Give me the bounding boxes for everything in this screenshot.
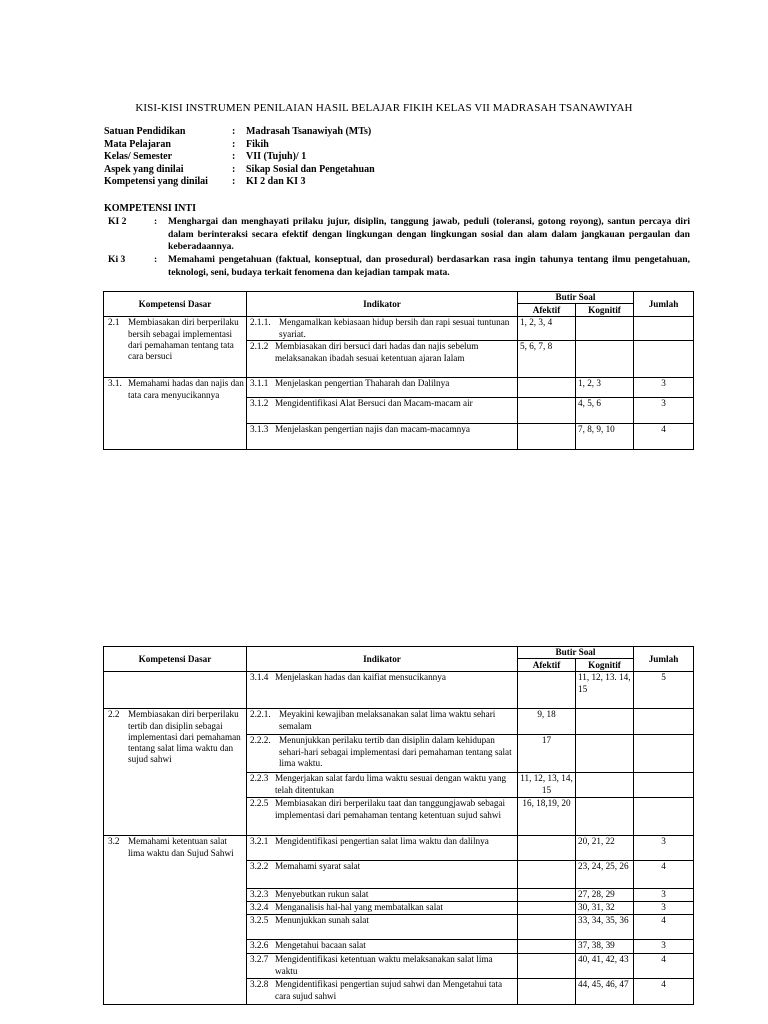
jumlah-cell: 3 <box>634 940 694 954</box>
kognitif-cell <box>576 317 634 341</box>
kognitif-cell: 11, 12, 13. 14, 15 <box>576 672 634 709</box>
info-label: Satuan Pendidikan <box>104 126 186 137</box>
kd-number: 2.2 <box>108 709 120 720</box>
header-kompetensi-dasar: Kompetensi Dasar <box>104 292 247 317</box>
indicator-number: 2.2.5 <box>250 798 269 809</box>
indicator-text: Menjelaskan pengertian Thaharah dan Dalilnya <box>275 378 450 389</box>
ki-colon: : <box>154 216 158 227</box>
kognitif-cell: 33, 34, 35, 36 <box>576 915 634 940</box>
indicator-number: 3.2.7 <box>250 954 269 965</box>
indicator-text: Membiasakan diri berperilaku taat dan tanggungjawab sebagai implementasi dari pemahaman tentang ketentuan sujud sahwi <box>275 798 506 820</box>
afektif-cell <box>518 915 576 940</box>
info-value: VII (Tujuh)/ 1 <box>246 151 307 163</box>
indicator-text: Membiasakan diri bersuci dari hadas dan najis sebelum melaksanakan ibadah sesuai ketentuan ajaran Ialam <box>275 341 479 363</box>
indicator-number: 3.1.2 <box>250 398 269 409</box>
jumlah-cell: 4 <box>634 861 694 889</box>
ki-3-item <box>108 254 690 279</box>
jumlah-cell: 3 <box>634 889 694 902</box>
header-afektif: Afektif <box>518 304 576 317</box>
indicator-cell <box>247 940 518 954</box>
ki-text: Menghargai dan menghayati prilaku jujur, disiplin, tanggung jawab, peduli (toleransi, gotong royong), santun percaya diri dalam berinteraksi secara efektif dengan lingkungan dengan lingkungan sosial dan alam dalam jangkauan pergaulan dan keberadaannya. <box>168 216 690 253</box>
indicator-number: 3.2.2 <box>250 861 269 872</box>
indicator-number: 3.1.4 <box>250 672 269 683</box>
afektif-cell: 9, 18 <box>518 709 576 735</box>
header-jumlah: Jumlah <box>634 647 694 672</box>
indicator-number: 2.2.1. <box>250 709 271 720</box>
ki-colon: : <box>154 254 158 265</box>
table-row <box>104 672 694 709</box>
table-row <box>104 378 694 398</box>
kd-text: Membiasakan diri berperilaku bersih sebagai implementasi dari pemahaman tentang tata cara bersuci <box>128 317 239 362</box>
afektif-cell <box>518 979 576 1005</box>
indicator-number: 2.2.3 <box>250 773 269 784</box>
kognitif-cell <box>576 798 634 836</box>
table-row <box>104 836 694 861</box>
indicator-number: 3.2.5 <box>250 915 269 926</box>
identity-block <box>104 126 375 189</box>
kd-number: 2.1 <box>108 317 120 328</box>
jumlah-cell: 4 <box>634 954 694 979</box>
afektif-cell <box>518 889 576 902</box>
kognitif-cell: 7, 8, 9, 10 <box>576 424 634 450</box>
afektif-cell <box>518 861 576 889</box>
jumlah-cell <box>634 709 694 735</box>
afektif-cell <box>518 940 576 954</box>
afektif-cell: 11, 12, 13, 14, 15 <box>518 773 576 798</box>
info-row <box>104 176 375 189</box>
table-header-row <box>104 647 694 659</box>
header-afektif: Afektif <box>518 659 576 672</box>
kognitif-cell: 1, 2, 3 <box>576 378 634 398</box>
info-colon: : <box>232 176 236 188</box>
afektif-cell <box>518 836 576 861</box>
indicator-text: Memahami syarat salat <box>275 861 361 872</box>
jumlah-cell: 3 <box>634 836 694 861</box>
kisi-table-2 <box>103 646 694 1005</box>
kognitif-cell: 20, 21, 22 <box>576 836 634 861</box>
kd-cell <box>104 317 247 378</box>
indicator-text: Menunjukkan perilaku tertib dan disiplin dalam kehidupan sehari-hari sebagai implementasi dari pemahaman tentang salat lima waktu. <box>279 735 512 768</box>
info-value: Madrasah Tsanawiyah (MTs) <box>246 126 372 137</box>
indicator-cell <box>247 915 518 940</box>
afektif-cell <box>518 398 576 424</box>
kd-number: 3.1. <box>108 378 122 389</box>
indicator-text: Mengamalkan kebiasaan hidup bersih dan rapi sesuai tuntunan syariat. <box>279 317 510 339</box>
indicator-cell <box>247 341 518 378</box>
info-value: Fikih <box>246 138 269 150</box>
header-butir-soal: Butir Soal <box>518 292 634 304</box>
ki-heading: KOMPETENSI INTI <box>104 203 196 214</box>
indicator-text: Mengetahui bacaan salat <box>275 940 366 951</box>
ki-code: Ki 3 <box>108 254 126 265</box>
jumlah-cell: 5 <box>634 672 694 709</box>
ki-code: KI 2 <box>108 216 127 227</box>
kognitif-cell <box>576 735 634 773</box>
kognitif-cell: 30, 31, 32 <box>576 902 634 915</box>
afektif-cell <box>518 672 576 709</box>
indicator-number: 3.2.4 <box>250 902 269 913</box>
indicator-cell <box>247 861 518 889</box>
indicator-text: Mengidentifikasi ketentuan waktu melaksanakan salat lima waktu <box>275 954 493 976</box>
kognitif-cell: 44, 45, 46, 47 <box>576 979 634 1005</box>
afektif-cell <box>518 954 576 979</box>
jumlah-cell: 4 <box>634 915 694 940</box>
jumlah-cell <box>634 341 694 378</box>
indicator-cell <box>247 398 518 424</box>
ki-2-item <box>108 216 690 254</box>
indicator-cell <box>247 798 518 836</box>
kognitif-cell: 37, 38, 39 <box>576 940 634 954</box>
info-value: Sikap Sosial dan Pengetahuan <box>246 163 375 175</box>
indicator-cell <box>247 902 518 915</box>
info-colon: : <box>232 126 236 137</box>
indicator-text: Menjelaskan hadas dan kaifiat mensucikannya <box>275 672 446 683</box>
indicator-number: 3.1.1 <box>250 378 269 389</box>
info-colon: : <box>232 138 236 150</box>
header-kognitif: Kognitif <box>576 304 634 317</box>
table-row <box>104 709 694 735</box>
info-label: Mata Pelajaran <box>104 138 171 150</box>
ki-text: Memahami pengetahuan (faktual, konseptual, dan prosedural) berdasarkan rasa ingin tahunya tentang ilmu pengetahuan, teknologi, seni, budaya terkait fenomena dan kejadian tampak mata. <box>168 254 690 278</box>
indicator-number: 3.2.8 <box>250 979 269 990</box>
kognitif-cell: 4, 5, 6 <box>576 398 634 424</box>
indicator-number: 2.1.1. <box>250 317 271 328</box>
afektif-cell <box>518 902 576 915</box>
indicator-cell <box>247 709 518 735</box>
header-jumlah: Jumlah <box>634 292 694 317</box>
kd-number: 3.2 <box>108 836 120 847</box>
jumlah-cell: 3 <box>634 398 694 424</box>
indicator-number: 2.1.2 <box>250 341 269 352</box>
kd-cell <box>104 709 247 836</box>
indicator-cell <box>247 889 518 902</box>
indicator-number: 3.1.3 <box>250 424 269 435</box>
kognitif-cell: 27, 28, 29 <box>576 889 634 902</box>
indicator-text: Mengidentifikasi Alat Bersuci dan Macam-macam air <box>275 398 473 409</box>
jumlah-cell: 3 <box>634 378 694 398</box>
kognitif-cell: 40, 41, 42, 43 <box>576 954 634 979</box>
table-row <box>104 317 694 341</box>
kd-cell <box>104 836 247 1005</box>
info-row <box>104 126 375 139</box>
kognitif-cell: 23, 24, 25, 26 <box>576 861 634 889</box>
jumlah-cell <box>634 798 694 836</box>
afektif-cell: 16, 18,19, 20 <box>518 798 576 836</box>
kd-text: Memahami hadas dan najis dan tata cara menyucikannya <box>128 378 244 400</box>
jumlah-cell <box>634 317 694 341</box>
info-colon: : <box>232 163 236 175</box>
header-indikator: Indikator <box>247 647 518 672</box>
kd-text: Membiasakan diri berperilaku tertib dan disiplin sebagai implementasi dari pemahaman tentang salat lima waktu dan sujud sahwi <box>128 709 241 765</box>
header-kognitif: Kognitif <box>576 659 634 672</box>
info-row <box>104 139 375 152</box>
afektif-cell: 1, 2, 3, 4 <box>518 317 576 341</box>
indicator-cell <box>247 424 518 450</box>
indicator-cell <box>247 378 518 398</box>
header-indikator: Indikator <box>247 292 518 317</box>
indicator-text: Mengidentifikasi pengertian salat lima waktu dan dalilnya <box>275 836 489 847</box>
indicator-cell <box>247 954 518 979</box>
indicator-cell <box>247 773 518 798</box>
kognitif-cell <box>576 773 634 798</box>
info-label: Kompetensi yang dinilai <box>104 176 208 188</box>
indicator-number: 2.2.2. <box>250 735 271 746</box>
indicator-cell <box>247 836 518 861</box>
kognitif-cell <box>576 709 634 735</box>
table-header-row <box>104 292 694 304</box>
indicator-cell <box>247 735 518 773</box>
kd-text: Memahami ketentuan salat lima waktu dan Sujud Sahwi <box>128 836 234 858</box>
indicator-text: Menjelaskan pengertian najis dan macam-macamnya <box>275 424 470 435</box>
kd-cell-empty <box>104 672 247 709</box>
indicator-text: Mengidentifikasi pengertian sujud sahwi dan Mengetahui tata cara sujud sahwi <box>275 979 503 1001</box>
info-value: KI 2 dan KI 3 <box>246 176 306 188</box>
info-label: Kelas/ Semester <box>104 151 173 163</box>
indicator-text: Meyakini kewajiban melaksanakan salat lima waktu sehari semalam <box>279 709 496 731</box>
kisi-table-1 <box>103 291 694 450</box>
jumlah-cell: 4 <box>634 424 694 450</box>
header-kompetensi-dasar: Kompetensi Dasar <box>104 647 247 672</box>
indicator-text: Menunjukkan sunah salat <box>275 915 369 926</box>
indicator-number: 3.2.3 <box>250 889 269 900</box>
afektif-cell <box>518 424 576 450</box>
info-label: Aspek yang dinilai <box>104 163 184 175</box>
indicator-text: Mengerjakan salat fardu lima waktu sesuai dengan waktu yang telah ditentukan <box>275 773 507 795</box>
jumlah-cell <box>634 773 694 798</box>
indicator-cell <box>247 979 518 1005</box>
header-butir-soal: Butir Soal <box>518 647 634 659</box>
jumlah-cell <box>634 735 694 773</box>
indicator-number: 3.2.1 <box>250 836 269 847</box>
info-row <box>104 164 375 177</box>
kognitif-cell <box>576 341 634 378</box>
indicator-number: 3.2.6 <box>250 940 269 951</box>
indicator-text: Menganalisis hal-hal yang membatalkan salat <box>275 902 443 913</box>
afektif-cell: 5, 6, 7, 8 <box>518 341 576 378</box>
indicator-cell <box>247 317 518 341</box>
info-colon: : <box>232 151 236 163</box>
kd-cell <box>104 378 247 450</box>
info-row <box>104 151 375 164</box>
afektif-cell <box>518 378 576 398</box>
document-title: KISI-KISI INSTRUMEN PENILAIAN HASIL BELAJAR FIKIH KELAS VII MADRASAH TSANAWIYAH <box>135 102 633 114</box>
jumlah-cell: 4 <box>634 979 694 1005</box>
indicator-cell <box>247 672 518 709</box>
jumlah-cell: 3 <box>634 902 694 915</box>
afektif-cell: 17 <box>518 735 576 773</box>
indicator-text: Menyebutkan rukun salat <box>275 889 369 900</box>
